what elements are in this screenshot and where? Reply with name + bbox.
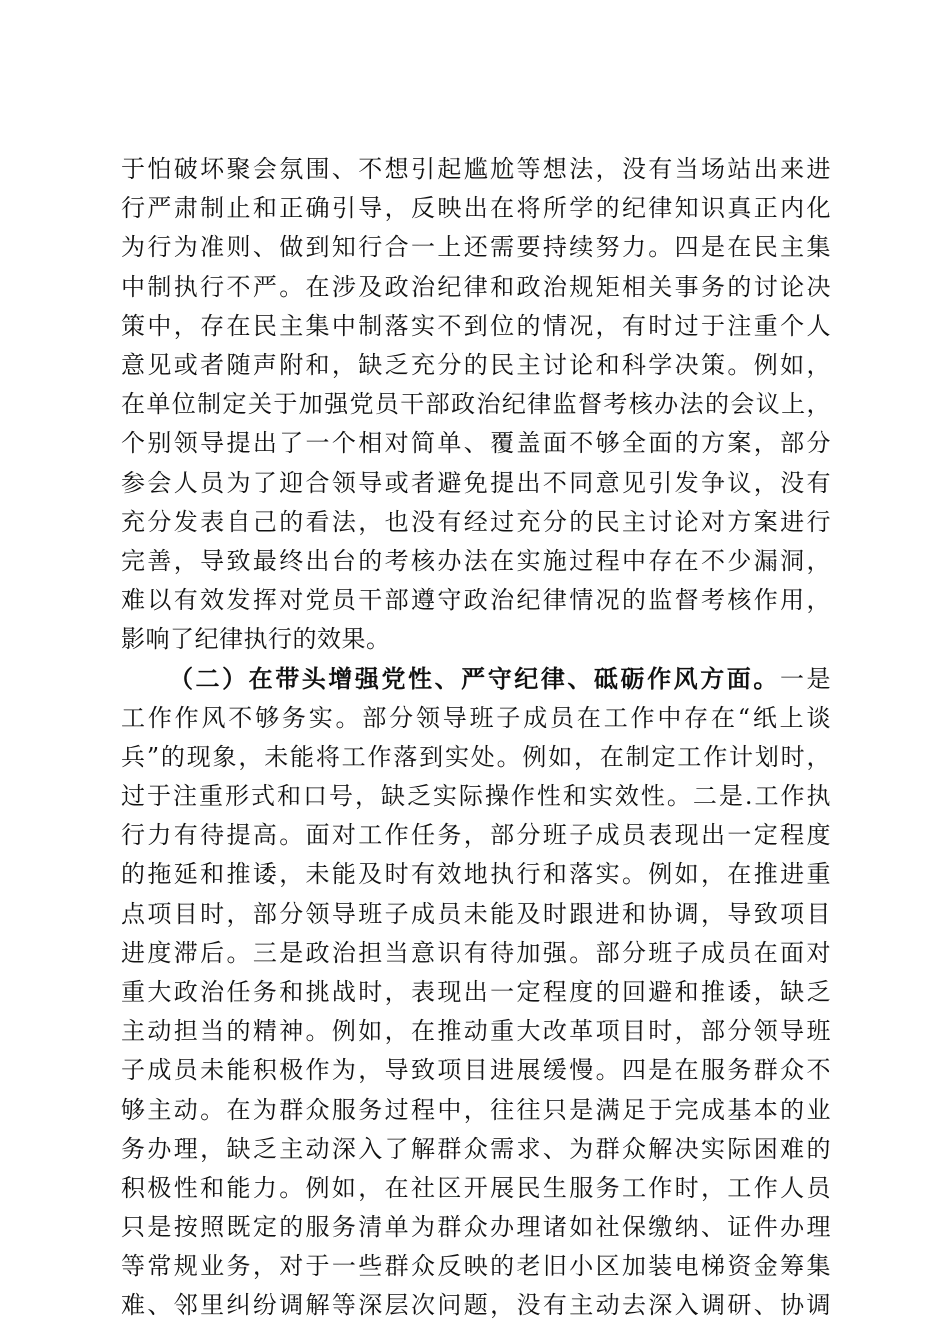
text-line: 只是按照既定的服务清单为群众办理诸如社保缴纳、证件办理: [121, 1213, 831, 1242]
text-line: 意见或者随声附和，缺乏充分的民主讨论和科学决策。例如，: [121, 350, 831, 379]
heading-line-rest: 一是: [779, 665, 831, 694]
text-line: 够主动。在为群众服务过程中，往往只是满足于完成基本的业: [121, 1095, 831, 1124]
paragraph-1: [121, 150, 831, 659]
text-line: 兵”的现象，未能将工作落到实处。例如，在制定工作计划时，: [121, 742, 831, 771]
text-line: 参会人员为了迎合领导或者避免提出不同意见引发争议，没有: [121, 468, 831, 497]
text-line: 主动担当的精神。例如，在推动重大改革项目时，部分领导班: [121, 1017, 831, 1046]
text-line: 策中，存在民主集中制落实不到位的情况，有时过于注重个人: [121, 311, 831, 340]
text-line: 中制执行不严。在涉及政治纪律和政治规矩相关事务的讨论决: [121, 272, 831, 301]
text-line: 积极性和能力。例如，在社区开展民生服务工作时，工作人员: [121, 1173, 831, 1202]
text-line: 工作作风不够务实。部分领导班子成员在工作中存在“纸上谈: [121, 703, 831, 732]
text-line: 点项目时，部分领导班子成员未能及时跟进和协调，导致项目: [121, 899, 831, 928]
text-line: 在单位制定关于加强党员干部政治纪律监督考核办法的会议上，: [121, 390, 831, 419]
text-line: 影响了纪律执行的效果。: [121, 625, 391, 654]
paragraph-2: [121, 659, 831, 1325]
section-heading: （二）在带头增强党性、严守纪律、砥砺作风方面。: [169, 664, 780, 694]
text-line: 的拖延和推诿，未能及时有效地执行和落实。例如，在推进重: [121, 860, 831, 889]
text-line: 等常规业务，对于一些群众反映的老旧小区加装电梯资金筹集: [121, 1252, 831, 1281]
text-line: 务办理，缺乏主动深入了解群众需求、为群众解决实际困难的: [121, 1134, 831, 1163]
text-line: 于怕破坏聚会氛围、不想引起尴尬等想法，没有当场站出来进: [121, 155, 831, 183]
text-line: 子成员未能积极作为，导致项目进展缓慢。四是在服务群众不: [121, 1056, 831, 1085]
text-line: 难、邻里纠纷调解等深层次问题，没有主动去深入调研、协调: [121, 1291, 831, 1320]
text-line: 难以有效发挥对党员干部遵守政治纪律情况的监督考核作用，: [121, 586, 831, 615]
text-line: 为行为准则、做到知行合一上还需要持续努力。四是在民主集: [121, 233, 831, 262]
body-text: [121, 150, 831, 1326]
text-line: 进度滞后。三是政治担当意识有待加强。部分班子成员在面对: [121, 938, 831, 967]
text-line: 充分发表自己的看法，也没有经过充分的民主讨论对方案进行: [121, 507, 831, 536]
text-line: 过于注重形式和口号，缺乏实际操作性和实效性。二是.工作执: [121, 782, 831, 810]
text-line: 完善，导致最终出台的考核办法在实施过程中存在不少漏洞，: [121, 546, 831, 575]
text-line: 行严肃制止和正确引导，反映出在将所学的纪律知识真正内化: [121, 194, 831, 223]
text-line: 重大政治任务和挑战时，表现出一定程度的回避和推诿，缺乏: [121, 977, 831, 1006]
text-line: 行力有待提高。面对工作任务，部分班子成员表现出一定程度: [121, 821, 831, 850]
paragraph-first-line: [121, 659, 831, 698]
text-line: 个别领导提出了一个相对简单、覆盖面不够全面的方案，部分: [121, 429, 831, 458]
